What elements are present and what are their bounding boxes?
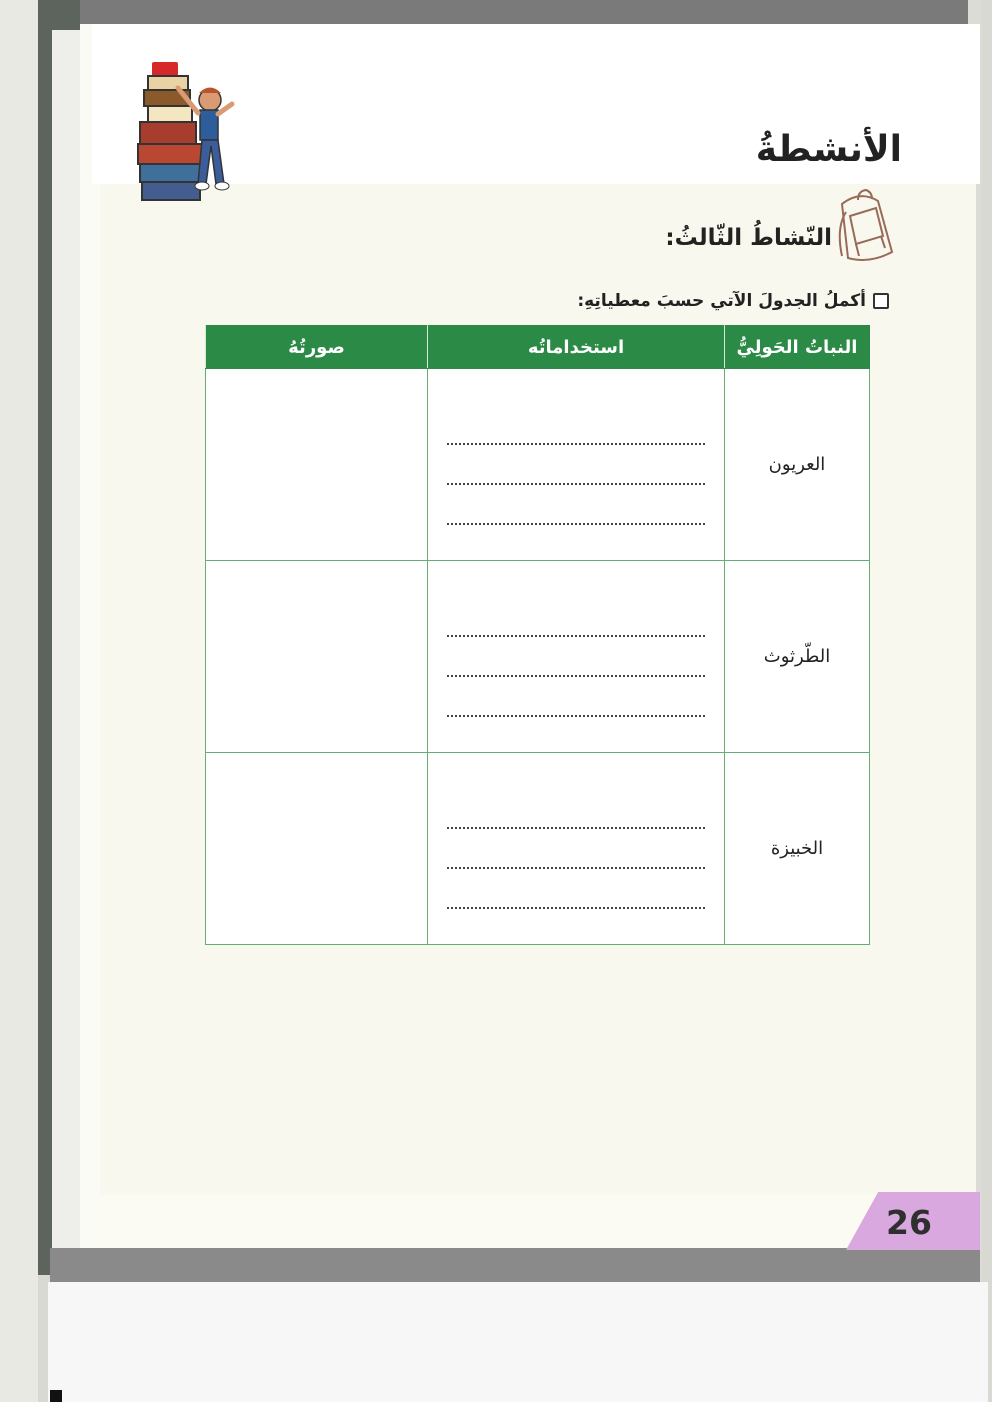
page-title: الأنشطةُ	[755, 129, 902, 171]
instruction-line	[577, 291, 889, 311]
uses-answer-cell[interactable]	[428, 561, 725, 753]
table-row	[206, 753, 870, 945]
lower-page-area	[100, 1194, 876, 1248]
table-row	[206, 369, 870, 561]
plant-name: الطّرثوث	[763, 646, 831, 667]
uses-answer-cell[interactable]	[428, 753, 725, 945]
book-stack-illustration	[136, 58, 256, 208]
plant-name: العريون	[768, 454, 826, 475]
page-number: 26	[886, 1203, 932, 1242]
image-answer-cell[interactable]	[206, 369, 428, 561]
plant-cell	[725, 561, 870, 753]
page-top-border	[80, 0, 982, 24]
uses-answer-cell[interactable]	[428, 369, 725, 561]
scan-left-margin	[0, 0, 38, 1402]
plant-cell	[725, 369, 870, 561]
header-image: صورتُهُ	[206, 326, 428, 369]
plant-name: الخبيزة	[770, 838, 824, 859]
scan-corner	[50, 1390, 62, 1402]
bottom-page-strip	[50, 1248, 980, 1282]
header-plant: النباتُ الحَولِيُّ	[725, 326, 870, 369]
scan-inner-margin	[52, 30, 80, 1270]
next-page-edge	[48, 1282, 988, 1402]
plant-cell	[725, 753, 870, 945]
checkbox-icon	[873, 293, 889, 309]
image-answer-cell[interactable]	[206, 753, 428, 945]
activity-heading: النّشاطُ الثّالثُ:	[665, 225, 832, 251]
instruction-text: أكملُ الجدولَ الآتي حسبَ معطياتِهِ:	[577, 291, 866, 311]
backpack-icon	[828, 186, 904, 272]
table-row	[206, 561, 870, 753]
table-header-row	[206, 326, 870, 369]
header-uses: استخداماتُه	[428, 326, 725, 369]
image-answer-cell[interactable]	[206, 561, 428, 753]
annual-plants-table	[205, 325, 870, 945]
